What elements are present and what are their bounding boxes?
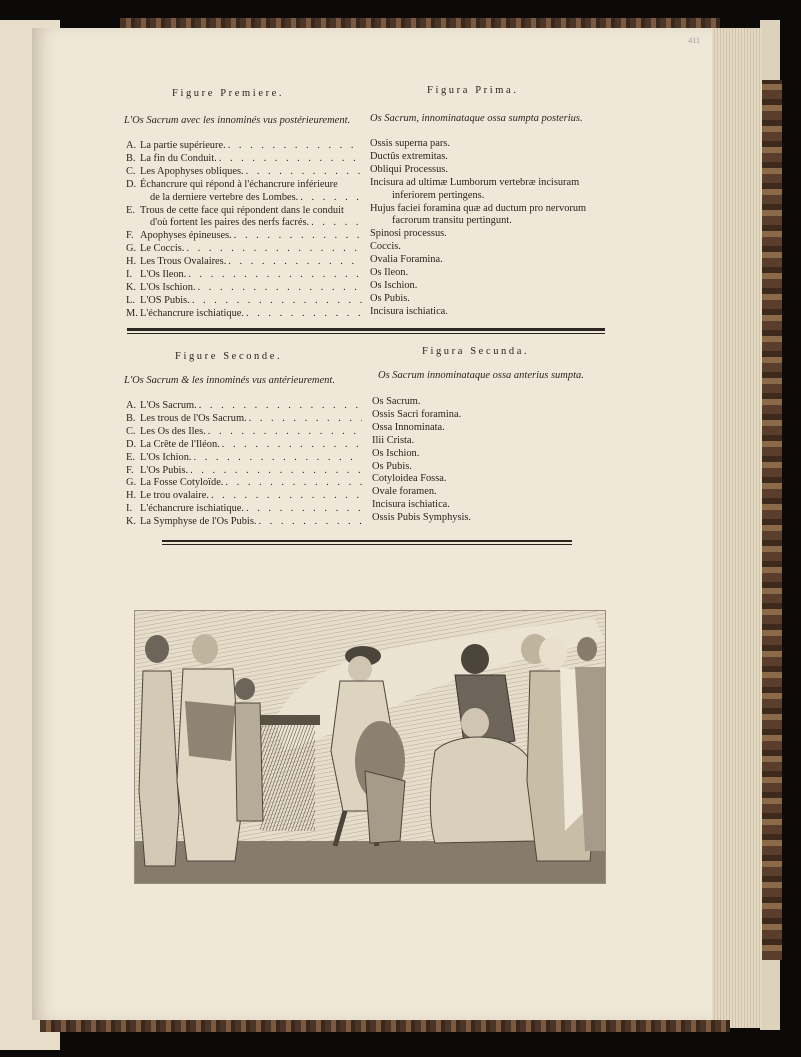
latin-legend-row: Ossis superna pars. — [370, 138, 450, 149]
legend-text: La Crête de l'Iléon. — [140, 438, 220, 450]
legend-text: L'Os Pubis. — [140, 464, 189, 476]
legend-row — [126, 452, 362, 465]
legend-key: B. — [126, 152, 136, 164]
leader-dots — [197, 400, 362, 413]
latin-legend-row: inferiorem pertingens. — [392, 189, 485, 201]
latin-legend-row: Os Pubis. — [372, 460, 412, 472]
legend-text: Les Os des Iles. — [140, 425, 206, 437]
leader-dots — [186, 269, 362, 282]
figure-one-french-legend — [126, 140, 362, 321]
leader-dots — [190, 295, 362, 308]
page-stack-edge — [712, 28, 762, 1028]
legend-row — [126, 166, 362, 179]
legend-key: D. — [126, 178, 137, 190]
legend-row — [126, 308, 362, 321]
leader-dots — [206, 426, 362, 439]
leader-dots — [226, 256, 362, 269]
latin-legend-row: Ductûs extremitas. — [370, 150, 448, 162]
page-number: 411 — [688, 36, 700, 45]
leader-dots — [196, 282, 362, 295]
leader-dots — [309, 217, 362, 230]
latin-legend-row: Os Pubis. — [370, 292, 410, 304]
latin-legend-row: Os Ileon. — [370, 267, 409, 279]
legend-key: A. — [126, 400, 137, 411]
legend-text: Le Coccis. — [140, 243, 185, 255]
legend-row — [126, 217, 362, 230]
figure-two-french-title: Figure Seconde. — [175, 351, 283, 362]
figure-two-latin-title: Figura Secunda. — [422, 346, 530, 357]
leader-dots — [298, 192, 362, 205]
figure-two-french-legend — [126, 400, 362, 529]
latin-legend-row: Cotyloidea Fossa. — [372, 473, 447, 485]
legend-row — [126, 400, 362, 413]
legend-text: L'Os Ichion. — [140, 451, 192, 463]
legend-text: La Symphyse de l'Os Pubis. — [140, 516, 257, 528]
legend-text: Les Trous Ovalaires. — [140, 256, 227, 268]
legend-key: I. — [126, 503, 133, 515]
legend-key: A. — [126, 140, 137, 151]
latin-legend-row: Ilii Crista. — [372, 434, 415, 446]
leader-dots — [184, 243, 362, 256]
legend-key: K. — [126, 516, 137, 528]
closing-rule-thin — [162, 544, 572, 545]
legend-row — [126, 295, 362, 308]
leader-dots — [223, 477, 362, 490]
leader-dots — [188, 465, 362, 478]
legend-row — [126, 516, 362, 529]
engraved-scene-illustration — [135, 611, 605, 883]
legend-row — [126, 477, 362, 490]
latin-legend-row: Incisura ischiatica. — [372, 499, 450, 511]
legend-key: F. — [126, 230, 134, 242]
legend-row — [126, 230, 362, 243]
legend-text: Le trou ovalaire. — [140, 490, 209, 502]
leader-dots — [209, 490, 362, 503]
legend-key: K. — [126, 281, 137, 293]
figure-one-french-title: Figure Premiere. — [172, 88, 285, 99]
legend-row — [126, 490, 362, 503]
book-page — [32, 28, 712, 1020]
legend-key: L. — [126, 294, 135, 306]
leader-dots — [217, 153, 362, 166]
legend-key: C. — [126, 425, 136, 437]
leader-dots — [247, 413, 362, 426]
legend-text: d'où fortent les paires des nerfs facrés. — [150, 217, 310, 229]
latin-legend-row: Spinosi processus. — [370, 228, 447, 240]
legend-text: Les trous de l'Os Sacrum. — [140, 412, 247, 424]
leader-dots — [192, 452, 362, 465]
legend-text: La fin du Conduit. — [140, 152, 217, 164]
engraving-plate — [134, 610, 606, 884]
leader-dots — [244, 503, 362, 516]
legend-key: E. — [126, 204, 135, 216]
legend-row — [126, 140, 362, 153]
legend-text: L'OS Pubis. — [140, 294, 190, 306]
figure-one-french-subtitle: L'Os Sacrum avec les innominés vus postérieurement. — [124, 115, 351, 126]
legend-text: L'échancrure ischiatique. — [140, 503, 244, 515]
legend-row — [126, 503, 362, 516]
section-divider-rule — [127, 328, 605, 331]
legend-text: Apophyses épineuses. — [140, 230, 232, 242]
figure-two-latin-legend — [372, 396, 632, 525]
legend-key — [126, 192, 140, 205]
legend-row — [126, 205, 362, 218]
latin-legend-row: Os Ischion. — [370, 279, 418, 291]
leader-dots — [256, 516, 362, 529]
leader-dots — [226, 140, 362, 153]
leader-dots — [232, 230, 362, 243]
legend-text: L'Os Ileon. — [140, 269, 187, 281]
legend-text: Trous de cette face qui répondent dans le conduit — [140, 204, 344, 216]
legend-row — [126, 465, 362, 478]
figure-two-latin-subtitle: Os Sacrum innominataque ossa anterius sumpta. — [378, 370, 584, 381]
leader-dots — [244, 166, 362, 179]
latin-legend-row: Ossa Innominata. — [372, 421, 445, 433]
legend-key: B. — [126, 412, 136, 424]
latin-legend-row: Incisura ischiatica. — [370, 305, 448, 317]
latin-legend-row: Incisura ad ultimæ Lumborum vertebræ incisuram — [370, 176, 580, 188]
legend-key: I. — [126, 269, 133, 281]
latin-legend-row: Coccis. — [370, 241, 401, 253]
latin-legend-row: Ovale foramen. — [372, 486, 437, 498]
figure-one-latin-subtitle: Os Sacrum, innominataque ossa sumpta posterius. — [370, 113, 583, 124]
legend-text: L'Os Sacrum. — [140, 400, 197, 411]
legend-row — [126, 192, 362, 205]
legend-text: L'Os Ischion. — [140, 281, 196, 293]
legend-key: M. — [126, 307, 138, 319]
latin-legend-row: Os Sacrum. — [372, 396, 421, 407]
legend-text: Échancrure qui répond à l'échancrure inférieure — [140, 178, 338, 190]
leader-dots — [244, 308, 362, 321]
legend-row — [126, 179, 362, 192]
latin-legend-row: Ovalia Foramina. — [370, 254, 443, 266]
legend-text: Les Apophyses obliques. — [140, 165, 244, 177]
marbled-edge-bottom — [40, 1020, 730, 1032]
legend-row — [126, 256, 362, 269]
legend-row — [126, 282, 362, 295]
legend-row — [126, 243, 362, 256]
legend-row — [126, 426, 362, 439]
latin-legend-row: Ossis Pubis Symphysis. — [372, 512, 472, 524]
legend-text: L'échancrure ischiatique. — [140, 307, 244, 319]
legend-key: H. — [126, 256, 137, 268]
latin-legend-row: Ossis Sacri foramina. — [372, 408, 462, 420]
legend-row — [126, 439, 362, 452]
legend-key: G. — [126, 243, 137, 255]
legend-key: D. — [126, 438, 137, 450]
legend-key: C. — [126, 165, 136, 177]
section-divider-rule-thin — [127, 333, 605, 334]
legend-row — [126, 269, 362, 282]
legend-key — [126, 217, 140, 230]
figure-one-latin-legend — [370, 138, 660, 319]
legend-key: F. — [126, 464, 134, 476]
leader-dots — [220, 439, 362, 452]
latin-legend-row: Obliqui Processus. — [370, 163, 448, 175]
legend-text: La Fosse Cotyloïde. — [140, 477, 224, 489]
latin-legend-row: Hujus faciei foramina quæ ad ductum pro nervorum — [370, 202, 587, 214]
legend-row — [126, 153, 362, 166]
latin-legend-row: facrorum transitu pertingunt. — [392, 215, 512, 227]
latin-legend-row: Os Ischion. — [372, 447, 420, 459]
legend-text: La partie supérieure. — [140, 140, 226, 151]
legend-text: de la derniere vertebre des Lombes. — [150, 191, 299, 203]
figure-two-french-subtitle: L'Os Sacrum & les innominés vus antérieurement. — [124, 375, 335, 386]
legend-key: H. — [126, 490, 137, 502]
figure-one-latin-title: Figura Prima. — [427, 85, 519, 96]
legend-key: E. — [126, 451, 135, 463]
closing-rule — [162, 540, 572, 542]
legend-row — [126, 413, 362, 426]
legend-key: G. — [126, 477, 137, 489]
